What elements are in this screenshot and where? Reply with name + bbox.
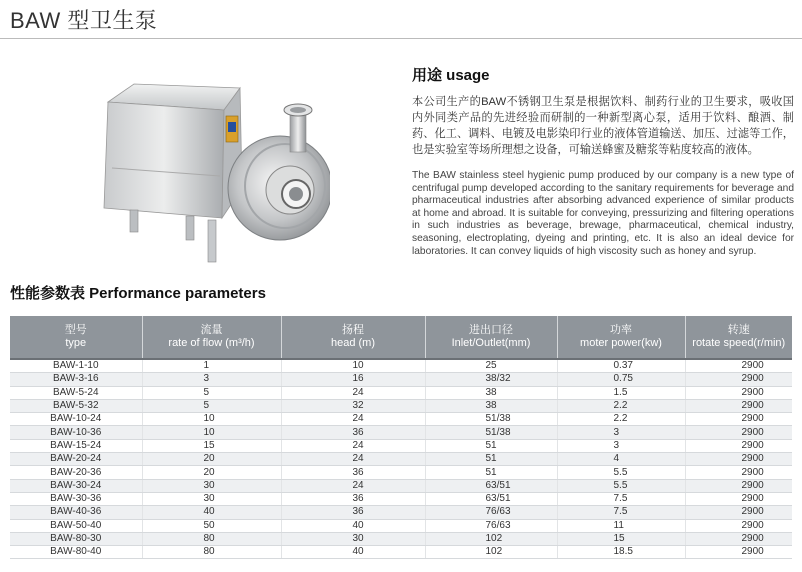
table-cell: 63/51 [425,479,557,492]
table-cell: BAW-80-40 [10,546,142,559]
table-row [10,386,792,399]
table-cell: 10 [142,426,281,439]
table-row [10,532,792,545]
performance-heading: 性能参数表 Performance parameters [10,285,266,302]
table-cell: 38 [425,386,557,399]
table-cell: 5 [142,399,281,412]
table-cell: 7.5 [557,492,685,505]
table-cell: BAW-15-24 [10,439,142,452]
table-cell: 30 [142,479,281,492]
table-cell: BAW-5-24 [10,386,142,399]
table-cell: 24 [281,453,425,466]
table-cell: 5 [142,386,281,399]
table-cell: BAW-40-36 [10,506,142,519]
usage-description-en: The BAW stainless steel hygienic pump produced by our company is a new type of centrifugal pump developed according to the sanitary requirements for beverage and pharmaceutical industries after absorbing advanced experience of similar products at home and abroad. It is suitable for conveying, pressurizing and filtering operations in such industries as beverage, brewage, pharmaceutical, chemical industry, seasoning, electroplating, dyeing and printing, etc. It is also an ideal device for laboratories. It can convey liquids of high viscosity such as honey and syrup. [412,170,794,257]
table-cell: 3 [557,426,685,439]
table-row [10,546,792,559]
table-cell: 7.5 [557,506,685,519]
table-cell: 2900 [685,373,792,386]
table-row [10,492,792,505]
table-cell: 80 [142,546,281,559]
table-cell: 40 [142,506,281,519]
table-cell: 24 [281,413,425,426]
table-cell: BAW-10-24 [10,413,142,426]
table-cell: 40 [281,519,425,532]
table-cell: 2900 [685,532,792,545]
table-cell: 10 [281,359,425,373]
table-cell: 80 [142,532,281,545]
table-row [10,373,792,386]
table-row [10,426,792,439]
table-cell: BAW-5-32 [10,399,142,412]
table-cell: 18.5 [557,546,685,559]
table-cell: 38 [425,399,557,412]
table-cell: 50 [142,519,281,532]
table-cell: 2900 [685,466,792,479]
column-header-flow: 流量 rate of flow (m³/h) [142,316,281,359]
table-cell: 0.75 [557,373,685,386]
table-row [10,479,792,492]
table-cell: 2900 [685,359,792,373]
usage-description-zh: 本公司生产的BAW不锈钢卫生泵是根据饮料、制药行业的卫生要求，吸收国内外同类产品的先进经验而研制的一种新型离心泵，适用于饮料、酿酒、制药、化工、调料、电镀及电影染印行业的液体管道输送、加压、过滤等工作，也是实验室等场所理想之设备，可输送蜂蜜及糖浆等粘度较高的液体。 [412,96,794,156]
table-cell: BAW-1-10 [10,359,142,373]
table-cell: 24 [281,386,425,399]
performance-table [10,316,792,559]
table-cell: BAW-80-30 [10,532,142,545]
table-cell: 63/51 [425,492,557,505]
table-cell: 51 [425,466,557,479]
table-cell: 16 [281,373,425,386]
table-cell: 76/63 [425,506,557,519]
table-cell: 38/32 [425,373,557,386]
table-cell: 30 [281,532,425,545]
table-cell: 15 [142,439,281,452]
column-header-head: 扬程 head (m) [281,316,425,359]
table-cell: 2900 [685,399,792,412]
table-cell: 51 [425,439,557,452]
column-header-type: 型号 type [10,316,142,359]
table-cell: 30 [142,492,281,505]
usage-heading: 用途 usage [412,67,490,84]
table-cell: BAW-20-24 [10,453,142,466]
table-cell: 2900 [685,506,792,519]
table-cell: 36 [281,426,425,439]
table-cell: 2900 [685,492,792,505]
table-row [10,506,792,519]
table-row [10,413,792,426]
table-cell: 11 [557,519,685,532]
table-cell: BAW-30-36 [10,492,142,505]
table-cell: 5.5 [557,479,685,492]
table-cell: 4 [557,453,685,466]
table-cell: 36 [281,492,425,505]
table-cell: 32 [281,399,425,412]
table-cell: BAW-50-40 [10,519,142,532]
table-cell: BAW-30-24 [10,479,142,492]
table-row [10,453,792,466]
table-cell: 1 [142,359,281,373]
table-row [10,519,792,532]
table-cell: 2900 [685,386,792,399]
table-cell: 20 [142,466,281,479]
column-header-speed: 转速 rotate speed(r/min) [685,316,792,359]
table-cell: 36 [281,506,425,519]
table-row [10,359,792,373]
column-header-inlet-outlet: 进出口径 Inlet/Outlet(mm) [425,316,557,359]
table-cell: 51/38 [425,413,557,426]
table-cell: 2900 [685,519,792,532]
table-cell: 2900 [685,426,792,439]
table-cell: 102 [425,546,557,559]
table-cell: 10 [142,413,281,426]
table-cell: 25 [425,359,557,373]
table-cell: 36 [281,466,425,479]
table-cell: 2.2 [557,413,685,426]
table-cell: 2900 [685,453,792,466]
table-cell: 40 [281,546,425,559]
table-cell: 76/63 [425,519,557,532]
table-cell: 15 [557,532,685,545]
table-row [10,399,792,412]
table-cell: 3 [142,373,281,386]
table-header-row [10,316,792,359]
table-cell: 5.5 [557,466,685,479]
table-cell: 1.5 [557,386,685,399]
table-cell: 102 [425,532,557,545]
column-header-power: 功率 moter power(kw) [557,316,685,359]
table-row [10,466,792,479]
table-cell: 51 [425,453,557,466]
table-cell: 24 [281,479,425,492]
table-cell: 0.37 [557,359,685,373]
table-row [10,439,792,452]
table-cell: 2900 [685,479,792,492]
pump-illustration [90,68,330,268]
page-title: BAW 型卫生泵 [10,8,158,33]
table-cell: 2900 [685,546,792,559]
performance-table-container [10,316,792,559]
table-cell: 2.2 [557,399,685,412]
table-cell: 3 [557,439,685,452]
table-cell: 2900 [685,413,792,426]
table-cell: 24 [281,439,425,452]
table-cell: 20 [142,453,281,466]
table-cell: BAW-20-36 [10,466,142,479]
table-cell: BAW-10-36 [10,426,142,439]
table-cell: 51/38 [425,426,557,439]
table-cell: BAW-3-16 [10,373,142,386]
table-cell: 2900 [685,439,792,452]
title-divider [0,38,802,39]
